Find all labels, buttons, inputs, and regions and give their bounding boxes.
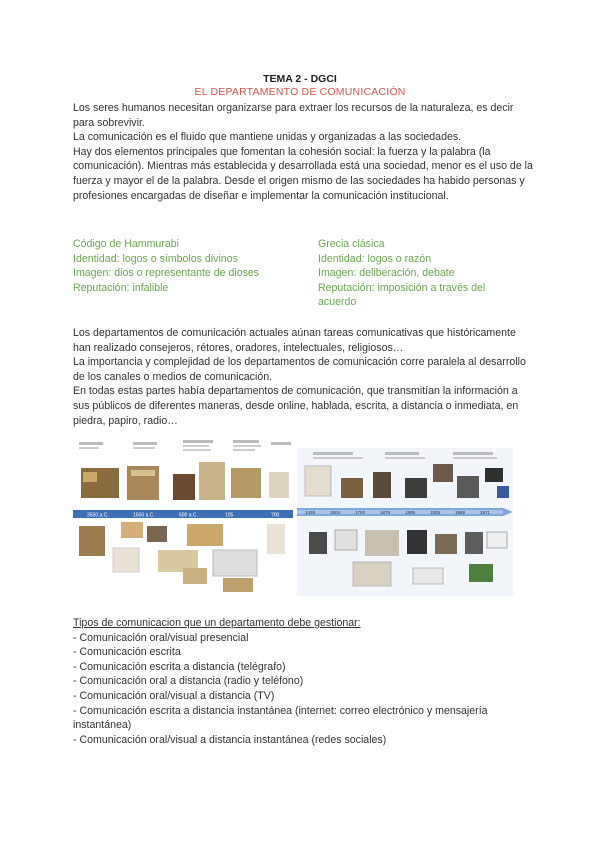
list-item: - Comunicación oral/visual a distancia instantánea (redes sociales) [73, 733, 387, 746]
departments-section [73, 326, 533, 428]
grecia-reputation: Reputación: imposición a través del acuerdo [318, 281, 486, 309]
timeline-year-label: 1500 a.C. [133, 512, 155, 519]
communication-timeline-image [73, 438, 513, 596]
timeline-year-label: 1438 [305, 509, 316, 515]
list-item: - Comunicación oral/visual a distancia (TV) [73, 689, 275, 702]
hammurabi-identity: Identidad: logos o símbolos divinos [73, 252, 238, 265]
timeline-year-label: 700 [271, 512, 280, 519]
intro-paragraph: Hay dos elementos principales que fomentan la cohesión social: la fuerza y la palabra (la comunicación). Mientras más establecida y desarrollada está una sociedad, menor es el uso de la fuerza y mayor el de la palabra. Desde el origen mismo de las sociedades ha habido personas y profesiones encargadas de diseñar e implementar la comunicación institucional. [73, 145, 533, 202]
departments-paragraph: La importancia y complejidad de los departamentos de comunicación corre paralela al desarrollo de los canales o medios de comunicación. [73, 356, 526, 383]
timeline-year-label: 500 a.C. [179, 512, 198, 519]
timeline-year-label: 1969 [455, 509, 466, 515]
communication-types-list [73, 616, 533, 747]
timeline-year-label: 1792 [355, 509, 366, 515]
types-heading: Tipos de comunicacion que un departamento debe gestionar: [73, 617, 361, 629]
grecia-column [318, 237, 518, 310]
list-item: - Comunicación escrita a distancia instantánea (internet: correo electrónico y mensajería instantánea) [73, 704, 488, 732]
timeline-year-label: 1925 [430, 509, 441, 515]
grecia-image: Imagen: deliberación, debate [318, 267, 455, 280]
departments-paragraph: Los departamentos de comunicación actuales aúnan tareas comunicativas que históricamente han realizado consejeros, rétores, oradores, intelectuales, religiosos… [73, 327, 516, 354]
timeline-year-label: 105 [225, 512, 234, 519]
list-item: - Comunicación escrita [73, 646, 181, 659]
list-item: - Comunicación oral a distancia (radio y teléfono) [73, 675, 304, 688]
page-subtitle: EL DEPARTAMENTO DE COMUNICACIÓN [194, 86, 406, 98]
intro-paragraph: Los seres humanos necesitan organizarse para extraer los recursos de la naturaleza, es decir para sobrevivir. [73, 102, 514, 129]
hammurabi-reputation: Reputación: infalible [73, 281, 169, 294]
grecia-title: Grecia clásica [318, 238, 385, 250]
page-title: TEMA 2 - DGCI [263, 73, 337, 85]
timeline-year-label: 1895 [405, 509, 416, 515]
timeline-year-label: 1876 [380, 509, 391, 515]
intro-paragraph: La comunicación es el fluido que mantiene unidas y organizadas a las sociedades. [73, 131, 462, 144]
departments-paragraph: En todas estas partes había departamentos de comunicación, que transmitían la información a sus públicos de diferentes maneras, desde online, hablada, escrita, a distancia o inmediata, en piedra, papiro, radio… [73, 385, 519, 427]
timeline-year-label: 1604 [330, 509, 341, 515]
hammurabi-column [73, 237, 259, 295]
intro-section [73, 101, 533, 203]
list-item: - Comunicación oral/visual presencial [73, 631, 249, 644]
timeline-year-label: 1971 [480, 509, 491, 515]
hammurabi-image: Imagen: dios o representante de dioses [73, 267, 260, 280]
timeline-year-label: 3500 a.C. [87, 512, 109, 519]
list-item: - Comunicación escrita a distancia (telégrafo) [73, 660, 286, 673]
hammurabi-title: Código de Hammurabi [73, 238, 179, 250]
grecia-identity: Identidad: logos o razón [318, 252, 432, 265]
timeline-graphic [73, 438, 513, 596]
